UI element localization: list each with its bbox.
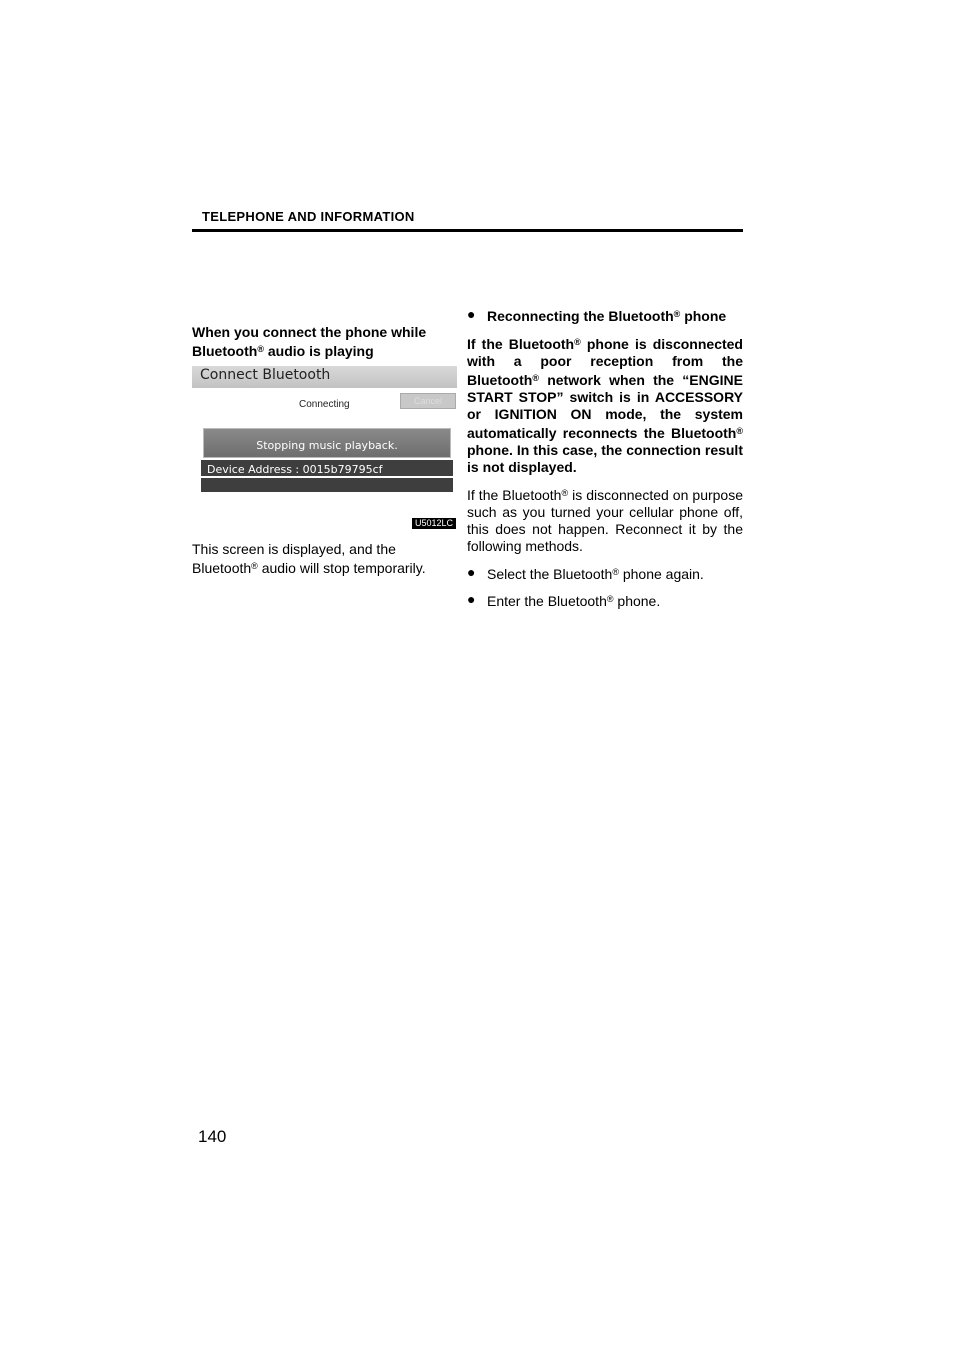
section-heading <box>192 324 457 360</box>
para1-part1: If the Bluetooth <box>467 336 575 352</box>
screen-title-bar <box>192 366 457 388</box>
bullet-icon: ● <box>467 306 476 322</box>
page-number: 140 <box>198 1127 227 1146</box>
registered-mark: ® <box>532 373 539 383</box>
message-box <box>203 428 451 458</box>
heading-line1: When you connect the phone while <box>192 324 427 340</box>
section-title-tail: phone <box>680 308 727 324</box>
left-column <box>192 324 457 577</box>
page-header-title: TELEPHONE AND INFORMATION <box>202 209 415 224</box>
header-rule <box>192 229 743 232</box>
cancel-button[interactable]: Cancel <box>400 393 456 409</box>
bullet-text-tail: phone. <box>613 593 661 609</box>
screen-title: Connect Bluetooth <box>200 367 331 383</box>
image-code-label: U5012LC <box>412 518 456 529</box>
para2-part1: If the Bluetooth <box>467 487 562 503</box>
bullet-text: Enter the Bluetooth <box>487 593 607 609</box>
reconnect-paragraph <box>467 334 743 476</box>
bullet-icon: ● <box>467 564 476 580</box>
para2-part2: is disconnected on purpose such as you turned your cellular phone off, this does not happen. Reconnect it by the following methods. <box>467 487 743 554</box>
registered-mark: ® <box>606 594 614 604</box>
heading-line2-tail: audio is playing <box>263 343 374 359</box>
device-address-bar <box>201 460 453 476</box>
para1-part4: phone. In this case, the connection result is not displayed. <box>467 442 743 475</box>
section-title <box>467 306 743 325</box>
registered-mark: ® <box>673 309 681 319</box>
manual-disconnect-paragraph <box>467 485 743 555</box>
connecting-status: Connecting <box>299 399 350 410</box>
list-item <box>467 564 743 583</box>
screen-caption <box>192 541 457 577</box>
empty-info-bar <box>201 478 453 492</box>
registered-mark: ® <box>251 561 258 571</box>
bullet-text-tail: phone again. <box>618 566 704 582</box>
right-column <box>467 306 743 610</box>
registered-mark: ® <box>561 488 569 498</box>
registered-mark: ® <box>574 337 581 347</box>
stopping-playback-message: Stopping music playback. <box>256 439 398 452</box>
caption-line1: This screen is displayed, and the <box>192 541 396 557</box>
caption-line2-tail: audio will stop temporarily. <box>257 560 426 576</box>
section-title-text: Reconnecting the Bluetooth <box>487 308 674 324</box>
bullet-icon: ● <box>467 591 476 607</box>
para1-part2: phone is disconnected with a poor reception from the Bluetooth <box>467 336 743 388</box>
device-address: Device Address : 0015b79795cf <box>207 463 383 476</box>
registered-mark: ® <box>612 567 619 577</box>
bullet-text: Select the Bluetooth <box>487 566 613 582</box>
list-item <box>467 591 743 610</box>
caption-line2: Bluetooth <box>192 560 252 576</box>
heading-line2: Bluetooth <box>192 343 258 359</box>
para1-part3: network when the “ENGINE START STOP” switch is in ACCESSORY or IGNITION ON mode, the system automatically reconnects the Bluetooth <box>467 372 743 441</box>
registered-mark: ® <box>257 344 264 354</box>
registered-mark: ® <box>736 426 743 436</box>
connect-bluetooth-screenshot <box>192 366 457 531</box>
